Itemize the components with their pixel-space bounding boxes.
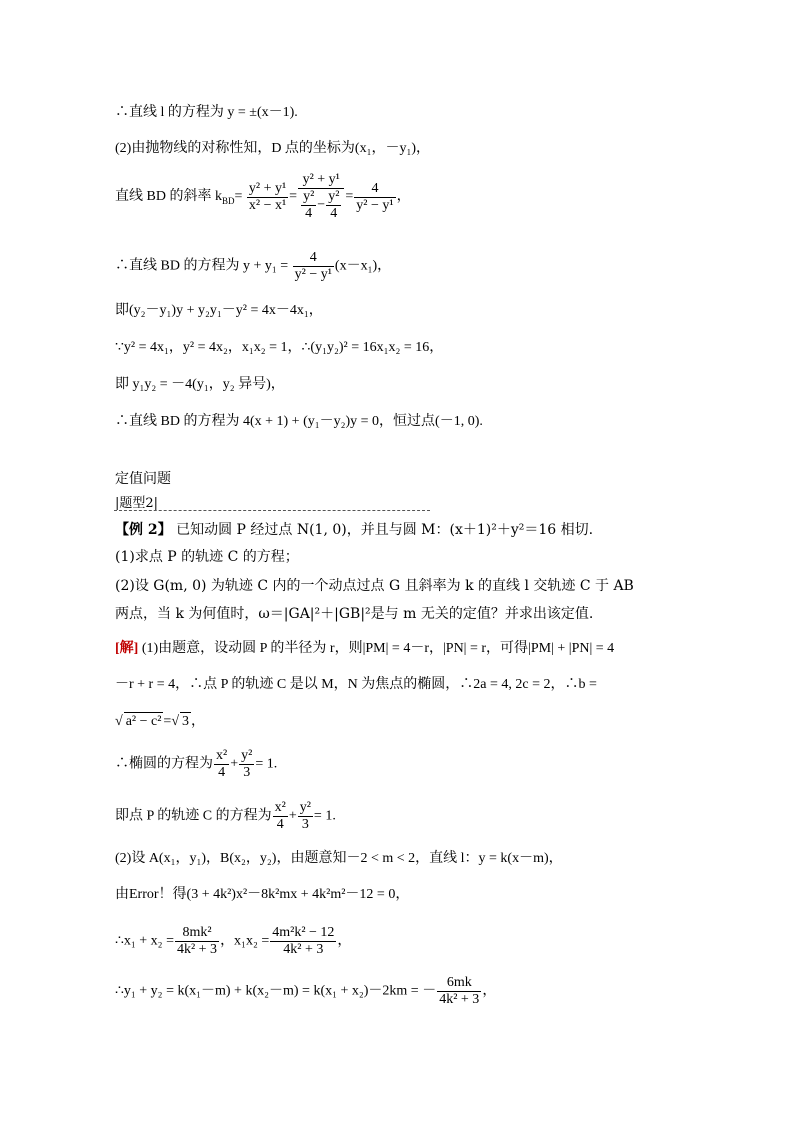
fraction-numerator: x² bbox=[216, 748, 228, 763]
slope-line: 直线 BD 的斜率 $k_{BD}=$ $\frac{\text{y² + y¹}}{\text{x² − x¹}}$ = y² + y¹ $\frac{\text{y²}}{4}$ − $\frac{\text{y²}}{4}$ = $\frac{4}{\text{y² − y¹}}$ ， bbox=[115, 172, 411, 221]
bd-suffix: (x－x₁)， bbox=[334, 258, 392, 274]
trajectory-equation-line bbox=[115, 800, 336, 833]
example-text-1: 已知动圆 P 经过点 N(1, 0)，并且与圆 M：(x＋1)²＋y²＝16 相切. bbox=[176, 522, 594, 538]
fraction-denominator: y² − y¹ bbox=[294, 267, 332, 282]
slope-fraction-2 bbox=[298, 172, 344, 222]
comma: ， bbox=[482, 983, 497, 999]
text-line-8: ∴直线 BD 的方程为 4(x + 1) + (y₁－y₂)y = 0，恒过点(－1, 0). bbox=[115, 414, 483, 429]
fraction-denominator: 4k² + 3 bbox=[439, 992, 480, 1007]
vieta-prefix: ∴x₁ + x₂ = bbox=[115, 933, 174, 949]
sum-fraction bbox=[175, 925, 219, 958]
comma: ， bbox=[337, 933, 352, 949]
fraction-denominator: 4k² + 3 bbox=[176, 942, 218, 957]
text-line-5: 即(y₂－y₁)y + y₂y₁－y² = 4x－4x₁， bbox=[115, 303, 323, 318]
fraction-numerator: 6mk bbox=[437, 975, 481, 992]
slope-eq: = bbox=[234, 189, 243, 205]
fraction-numerator: y² bbox=[241, 748, 253, 763]
ellipse-prefix: ∴椭圆的方程为 bbox=[115, 756, 213, 772]
y-sum-line bbox=[115, 975, 496, 1008]
inner-numerator: y² bbox=[328, 189, 340, 204]
solution-line-6: (2)设 A(x₁，y₁)，B(x₂，y₂)，由题意知－2 < m < 2，直线 l：y = k(x－m)， bbox=[115, 851, 563, 866]
y-sum-prefix: ∴y₁ + y₂ = k(x₁－m) + k(x₂－m) = k(x₁ + x₂)－2km = － bbox=[115, 983, 437, 999]
trajectory-fraction-x bbox=[273, 800, 288, 833]
trajectory-prefix: 即点 P 的轨迹 C 的方程为 bbox=[115, 808, 272, 824]
comma: ， bbox=[191, 714, 205, 729]
slope-fraction-1 bbox=[247, 181, 288, 214]
inner-numerator: y² bbox=[303, 189, 315, 204]
y-sum-fraction bbox=[437, 975, 481, 1008]
text-line-1: ∴直线 l 的方程为 y = ±(x－1). bbox=[115, 105, 298, 120]
solution-line-7: 由Error！得(3 + 4k²)x²－8k²mx + 4k²m²－12 = 0， bbox=[115, 887, 410, 902]
trajectory-fraction-y bbox=[298, 800, 313, 833]
fraction-numerator: 4 bbox=[354, 181, 395, 198]
solution-line-1 bbox=[115, 640, 614, 658]
solution-text-1: (1)由题意，设动圆 P 的半径为 r，则|PM| = 4－r，|PN| = r，可得|PM| + |PN| = 4 bbox=[141, 641, 615, 656]
slope-prefix: 直线 BD 的斜率 k bbox=[115, 189, 222, 205]
fraction-denominator: 4k² + 3 bbox=[283, 942, 324, 957]
solution-tag: [解] bbox=[115, 641, 139, 656]
fraction-numerator: y² bbox=[299, 800, 311, 815]
fraction-denominator: 4 bbox=[276, 817, 284, 832]
fraction-denominator: y² − y¹ bbox=[356, 197, 394, 213]
equals-one: = 1. bbox=[255, 756, 278, 772]
bd-prefix: ∴直线 BD 的方程为 y + y₁ = bbox=[115, 258, 289, 274]
ellipse-fraction-x bbox=[214, 748, 229, 781]
fraction-denominator: 4 bbox=[218, 765, 226, 780]
vieta-line bbox=[115, 925, 351, 958]
example-tag: 【例 2】 bbox=[115, 522, 172, 538]
fraction-denominator: 3 bbox=[243, 765, 251, 780]
ellipse-equation-line bbox=[115, 748, 277, 781]
ellipse-fraction-y bbox=[239, 748, 254, 781]
bd-equation-line bbox=[115, 250, 391, 283]
solution-line-2: －r + r = 4，∴点 P 的轨迹 C 是以 M，N 为焦点的椭圆，∴2a = 4, 2c = 2，∴b = bbox=[115, 677, 597, 692]
example-line-3: (2)设 G(m, 0) 为轨迹 C 内的一个动点过点 G 且斜率为 k 的直线 l 交轨迹 C 于 AB bbox=[115, 578, 634, 594]
section-title: 定值问题 bbox=[115, 471, 171, 487]
slope-fraction-3 bbox=[354, 181, 395, 214]
text-line-2: (2)由抛物线的对称性知，D 点的坐标为(x₁，－y₁)， bbox=[115, 141, 431, 156]
example-line-2: (1)求点 P 的轨迹 C 的方程； bbox=[115, 549, 299, 565]
inner-fraction bbox=[326, 189, 341, 222]
inner-denominator: 4 bbox=[305, 206, 313, 221]
text-line-7: 即 y₁y₂ = －4(y₁，y₂ 异号)， bbox=[115, 377, 285, 392]
fraction-numerator: y² + y¹ bbox=[298, 172, 344, 189]
dashed-divider bbox=[114, 510, 430, 511]
bd-fraction bbox=[293, 250, 334, 283]
solution-line-3: √ a² − c² =√ 3 ， bbox=[115, 714, 205, 729]
product-fraction bbox=[270, 925, 336, 958]
type-label: |题型2| bbox=[115, 496, 159, 511]
fraction-numerator: 4 bbox=[293, 250, 334, 267]
text-line-6: ∵y² = 4x₁，y² = 4x₂，x₁x₂ = 1，∴(y₁y₂)² = 16x₁x₂ = 16， bbox=[115, 340, 444, 355]
fraction-denominator: x² − x¹ bbox=[248, 197, 287, 213]
inner-fraction bbox=[301, 189, 316, 222]
fraction-numerator: 8mk² bbox=[175, 925, 219, 942]
fraction-numerator: x² bbox=[274, 800, 286, 815]
inner-denominator: 4 bbox=[330, 206, 338, 221]
sqrt-radicand: a² − c² bbox=[125, 714, 162, 729]
slope-sub: BD bbox=[221, 196, 235, 207]
fraction-numerator: 4m²k² − 12 bbox=[272, 925, 335, 940]
equals: = bbox=[163, 714, 172, 729]
fraction-denominator: 3 bbox=[301, 817, 309, 832]
fraction-denominator-compound: $\frac{\text{y²}}{4}$ − $\frac{\text{y²}}{4}$ bbox=[303, 189, 340, 221]
plus: + bbox=[288, 808, 297, 824]
equals-one: = 1. bbox=[313, 808, 336, 824]
fraction-numerator: y² + y¹ bbox=[248, 180, 287, 196]
sqrt-radicand: 3 bbox=[182, 714, 189, 729]
vieta-mid: ，x₁x₂ = bbox=[220, 933, 270, 949]
example-line-4: 两点，当 k 为何值时，ω＝|GA|²＋|GB|²是与 m 无关的定值？并求出该定值. bbox=[115, 606, 594, 622]
example-line-1 bbox=[115, 521, 593, 539]
plus: + bbox=[230, 756, 239, 772]
